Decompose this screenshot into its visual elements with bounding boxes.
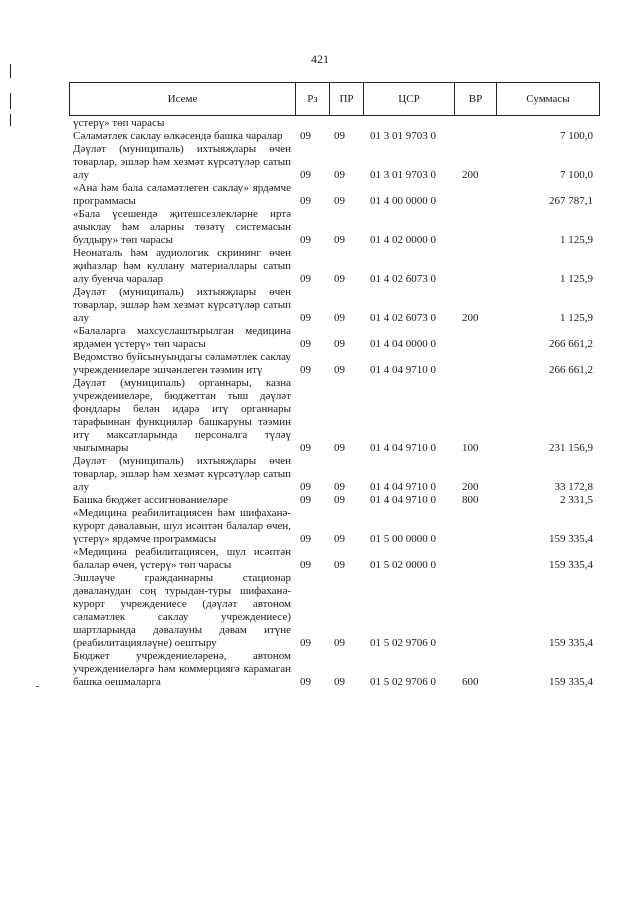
cell-rz: 09	[300, 169, 311, 181]
cell-name	[69, 208, 295, 247]
cell-csr: 01 4 02 6073 0	[370, 312, 436, 324]
cell-vr: 200	[462, 481, 479, 493]
cell-pr: 09	[334, 130, 345, 142]
cell-rz: 09	[300, 195, 311, 207]
cell-name	[69, 117, 295, 130]
cell-pr	[329, 117, 363, 130]
table-row	[69, 247, 599, 286]
cell-sum: 7 100,0	[560, 169, 593, 181]
cell-name	[69, 182, 295, 208]
cell-name	[69, 507, 295, 546]
cell-name	[69, 286, 295, 325]
row-name-text: «Медицина реабилитациясен, шул исәптән балалар өчен, үстерү» төп чарасы	[73, 546, 291, 571]
cell-vr: 800	[462, 494, 479, 506]
header-rz: Рз	[296, 83, 330, 116]
cell-csr	[363, 117, 454, 130]
cell-sum: 1 125,9	[560, 234, 593, 246]
cell-vr: 200	[462, 312, 479, 324]
cell-rz: 09	[300, 234, 311, 246]
table-row	[69, 130, 599, 143]
cell-pr: 09	[334, 559, 345, 571]
table-header	[69, 82, 600, 116]
cell-vr	[454, 351, 496, 377]
cell-vr	[454, 117, 496, 130]
table-row	[69, 117, 599, 130]
scan-margin-mark	[10, 64, 11, 78]
header-vr: ВР	[455, 83, 497, 116]
row-name-text: «Бала үсешендә җитешсезлекләрне иртә ачыклау һәм аларны төзәтү системасын булдыру» төп чарасы	[73, 208, 291, 246]
cell-csr: 01 4 04 9710 0	[370, 494, 436, 506]
cell-sum: 231 156,9	[549, 442, 593, 454]
table-row	[69, 572, 599, 650]
cell-name	[69, 572, 295, 650]
cell-name	[69, 650, 295, 689]
cell-name	[69, 325, 295, 351]
cell-pr: 09	[334, 364, 345, 376]
cell-rz: 09	[300, 637, 311, 649]
cell-pr: 09	[334, 442, 345, 454]
header-sum: Суммасы	[497, 83, 600, 116]
cell-sum: 266 661,2	[549, 338, 593, 350]
table-row	[69, 377, 599, 455]
cell-sum: 1 125,9	[560, 312, 593, 324]
cell-sum: 159 335,4	[549, 559, 593, 571]
cell-vr	[454, 572, 496, 650]
cell-vr	[454, 208, 496, 247]
table-row	[69, 494, 599, 507]
cell-vr: 200	[462, 169, 479, 181]
cell-vr	[454, 325, 496, 351]
cell-rz: 09	[300, 338, 311, 350]
cell-vr: 100	[462, 442, 479, 454]
row-name-text: Дәүләт (муниципаль) ихтыяҗлары өчен товарлар, эшләр һәм хезмәт күрсәтүләр сатып алу	[73, 455, 291, 493]
scan-speck	[36, 686, 39, 687]
page-number: 421	[311, 52, 329, 66]
cell-name	[69, 247, 295, 286]
budget-table	[69, 117, 599, 689]
cell-csr: 01 4 04 9710 0	[370, 481, 436, 493]
cell-pr: 09	[334, 195, 345, 207]
cell-rz: 09	[300, 273, 311, 285]
table-row	[69, 351, 599, 377]
cell-vr	[454, 182, 496, 208]
cell-vr	[454, 247, 496, 286]
cell-pr: 09	[334, 533, 345, 545]
cell-name	[69, 130, 295, 143]
cell-rz: 09	[300, 481, 311, 493]
cell-pr: 09	[334, 637, 345, 649]
table-row	[69, 507, 599, 546]
cell-rz: 09	[300, 559, 311, 571]
cell-csr: 01 3 01 9703 0	[370, 169, 436, 181]
cell-csr: 01 5 02 0000 0	[370, 559, 436, 571]
cell-csr: 01 5 02 9706 0	[370, 676, 436, 688]
cell-vr	[454, 130, 496, 143]
cell-csr: 01 3 01 9703 0	[370, 130, 436, 142]
row-name-text: Дәүләт (муниципаль) ихтыяҗлары өчен товарлар, эшләр һәм хезмәт күрсәтүләр сатып алу	[73, 286, 291, 324]
cell-pr: 09	[334, 676, 345, 688]
cell-rz: 09	[300, 364, 311, 376]
cell-sum: 159 335,4	[549, 637, 593, 649]
row-name-text: Эшләүче гражданнарны стационар дәваланудан соң турыдан-туры шифаханә-курорт учреждениесе (дәүләт автоном сәламәтлек саклау учреждениесе) шартларында дәвалауны дәвам итүне (реабилитацияләүне) оештыру	[73, 572, 291, 649]
header-name: Исеме	[70, 83, 296, 116]
cell-name	[69, 546, 295, 572]
cell-pr: 09	[334, 494, 345, 506]
row-name-text: Сәламәтлек саклау өлкәсендә башка чаралар	[73, 130, 283, 142]
row-name-text: Бюджет учреждениеләренә, автоном учреждениеләргә һәм коммерциягә карамаган башка оешмаларга	[73, 650, 291, 688]
row-name-text: «Медицина реабилитациясен һәм шифаханә-курорт дәвалавын, шул исәптән балалар өчен, үстерү» ярдәмче программасы	[73, 507, 291, 545]
table-row	[69, 650, 599, 689]
cell-vr: 600	[462, 676, 479, 688]
row-name-text: Неонаталь һәм аудиологик скрининг өчен җиһазлар һәм куллану материаллары сатып алу буенча чаралар	[73, 247, 291, 285]
cell-sum: 266 661,2	[549, 364, 593, 376]
table-row	[69, 208, 599, 247]
cell-rz: 09	[300, 676, 311, 688]
row-name-text: Дәүләт (муниципаль) ихтыяҗлары өчен товарлар, эшләр һәм хезмәт күрсәтүләр сатып алу	[73, 143, 291, 181]
cell-sum: 159 335,4	[549, 533, 593, 545]
header-pr: ПР	[330, 83, 364, 116]
cell-name	[69, 455, 295, 494]
cell-csr: 01 5 00 0000 0	[370, 533, 436, 545]
cell-sum: 33 172,8	[554, 481, 593, 493]
cell-csr: 01 4 04 9710 0	[370, 442, 436, 454]
cell-vr	[454, 507, 496, 546]
table-row	[69, 286, 599, 325]
cell-pr: 09	[334, 169, 345, 181]
table-row	[69, 546, 599, 572]
row-name-text: Ведомство буйсынуындагы сәламәтлек саклау учреждениеләре эшчәнлеген тәэмин итү	[73, 351, 291, 376]
table-row	[69, 325, 599, 351]
cell-rz: 09	[300, 130, 311, 142]
scan-margin-mark	[10, 93, 11, 109]
cell-name	[69, 143, 295, 182]
cell-rz: 09	[300, 312, 311, 324]
cell-name	[69, 494, 295, 507]
table-row	[69, 182, 599, 208]
cell-csr: 01 5 02 9706 0	[370, 637, 436, 649]
cell-pr: 09	[334, 312, 345, 324]
cell-vr	[454, 546, 496, 572]
cell-csr: 01 4 02 6073 0	[370, 273, 436, 285]
cell-name	[69, 377, 295, 455]
cell-sum: 267 787,1	[549, 195, 593, 207]
cell-rz: 09	[300, 533, 311, 545]
cell-csr: 01 4 00 0000 0	[370, 195, 436, 207]
row-name-text: Дәүләт (муниципаль) органнары, казна учреждениеләре, бюджеттан тыш дәүләт фондлары белән идарә итү органнары тарафыннан функцияләр башкаруны тәэмин итү максатларында персоналга түләү чыгымнары	[73, 377, 291, 454]
cell-rz: 09	[300, 494, 311, 506]
cell-pr: 09	[334, 273, 345, 285]
cell-pr: 09	[334, 481, 345, 493]
cell-sum: 159 335,4	[549, 676, 593, 688]
row-name-text: «Ана һәм бала сәламәтлеген саклау» ярдәмче программасы	[73, 182, 291, 207]
cell-name	[69, 351, 295, 377]
cell-sum: 1 125,9	[560, 273, 593, 285]
cell-csr: 01 4 02 0000 0	[370, 234, 436, 246]
cell-rz	[295, 117, 329, 130]
row-name-text: үстерү» төп чарасы	[73, 117, 165, 129]
header-csr: ЦСР	[364, 83, 455, 116]
table-row	[69, 455, 599, 494]
row-name-text: Башка бюджет ассигнованиеләре	[73, 494, 228, 506]
table-row	[69, 143, 599, 182]
cell-sum	[496, 117, 599, 130]
cell-csr: 01 4 04 0000 0	[370, 338, 436, 350]
cell-sum: 7 100,0	[560, 130, 593, 142]
scan-margin-mark	[10, 114, 11, 126]
cell-rz: 09	[300, 442, 311, 454]
cell-pr: 09	[334, 338, 345, 350]
cell-csr: 01 4 04 9710 0	[370, 364, 436, 376]
cell-sum: 2 331,5	[560, 494, 593, 506]
row-name-text: «Балаларга махсуслаштырылган медицина ярдәмен үстерү» төп чарасы	[73, 325, 291, 350]
cell-pr: 09	[334, 234, 345, 246]
